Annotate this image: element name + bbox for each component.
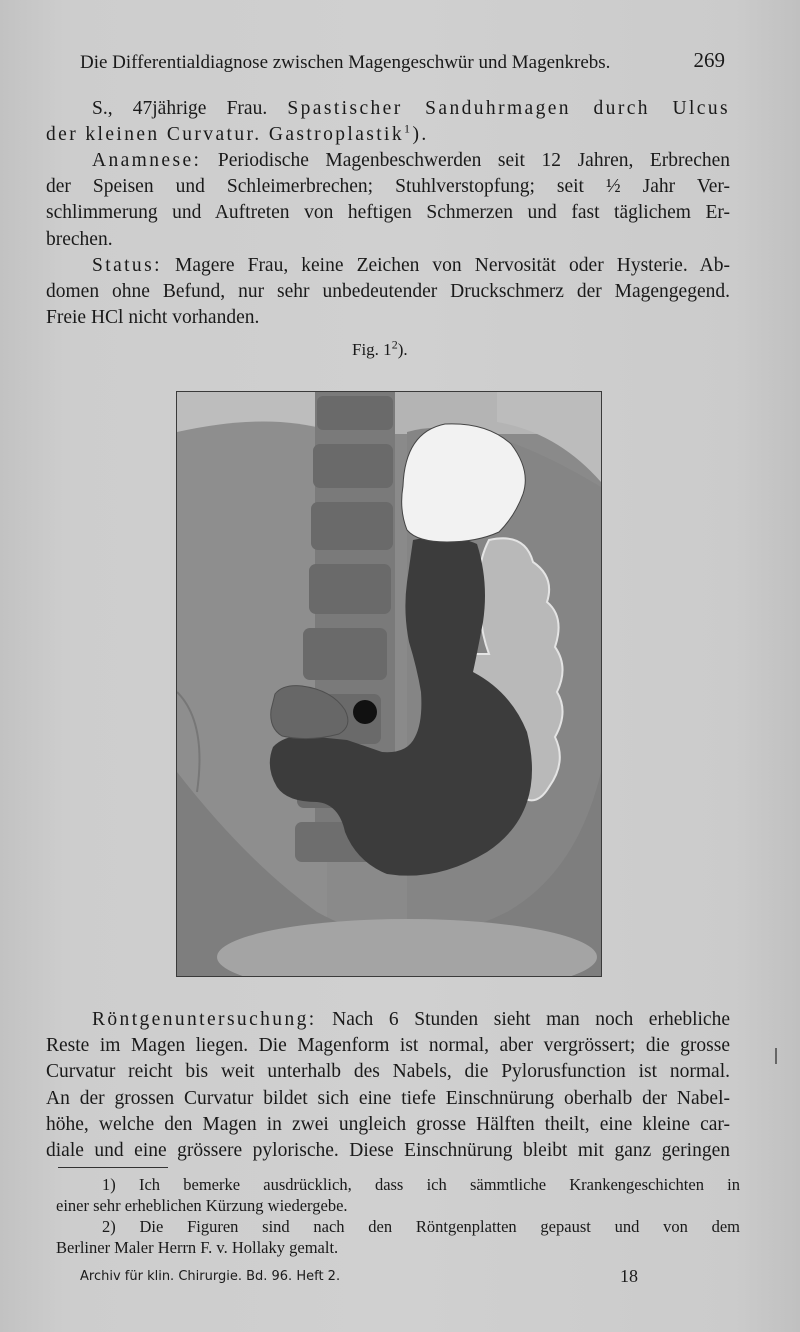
xray-figure bbox=[176, 391, 602, 977]
figure-caption: Fig. $1^2$). bbox=[352, 337, 408, 359]
status-line-3: Freie HCl nicht vorhanden. bbox=[46, 307, 260, 329]
footnote-rule bbox=[58, 1167, 168, 1168]
footnote-ref-1: 1 bbox=[404, 121, 413, 136]
case-diagnosis: Spastischer Sanduhrmagen durch Ulcus bbox=[287, 98, 730, 119]
margin-speck bbox=[775, 1048, 777, 1064]
footnote-1-line-2: einer sehr erheblichen Kürzung wiedergebe. bbox=[56, 1196, 348, 1215]
anamnese-label: Anamnese: bbox=[92, 150, 202, 171]
anamnese-line-2: der Speisen und Schleimerbrechen; Stuhlverstopfung; seit ½ Jahr Ver- bbox=[46, 176, 730, 198]
case-line-1 bbox=[46, 96, 730, 122]
roentgen-label: Röntgenuntersuchung: bbox=[92, 1009, 317, 1030]
footnote-1 bbox=[56, 1174, 740, 1216]
roentgen-line-1: Röntgenuntersuchung: Nach 6 Stunden sieht man noch erhebliche bbox=[92, 1009, 730, 1030]
status-paragraph bbox=[46, 253, 730, 332]
roentgen-line-3: Curvatur reicht bis weit unterhalb des Nabels, die Pylorusfunction ist normal. bbox=[46, 1061, 730, 1083]
footnote-2-line-1: 2) Die Figuren sind nach den Röntgenplatten gepaust und von dem bbox=[102, 1217, 740, 1236]
status-line-2: domen ohne Befund, nur sehr unbedeutender Druckschmerz der Magengegend. bbox=[46, 281, 730, 303]
roentgen-line-4: An der grossen Curvatur bildet sich eine tiefe Einschnürung oberhalb der Nabel- bbox=[46, 1087, 730, 1109]
page-header bbox=[80, 48, 725, 78]
roentgen-line-6: diale und eine grössere pylorische. Diese Einschnürung bleibt mit ganz geringen bbox=[46, 1140, 730, 1162]
roentgen-line-5: höhe, welche den Magen in zwei ungleich grosse Hälften theilt, eine kleine car- bbox=[46, 1113, 730, 1135]
case-operation: der kleinen Curvatur. Gastroplastik bbox=[46, 124, 405, 146]
case-patient: S., 47jährige Frau. bbox=[92, 98, 268, 119]
footnote-ref-2: 2 bbox=[391, 337, 398, 352]
anamnese-paragraph bbox=[46, 148, 730, 253]
page-number: 269 bbox=[693, 48, 725, 72]
case-line-2-end: ). bbox=[412, 124, 429, 146]
status-label: Status: bbox=[92, 255, 162, 276]
roentgen-paragraph bbox=[46, 1007, 730, 1164]
anamnese-line-4: brechen. bbox=[46, 228, 113, 250]
running-title: Die Differentialdiagnose zwischen Magengeschwür und Magenkrebs. bbox=[80, 52, 611, 73]
case-line-2 bbox=[46, 122, 730, 148]
footnote-1-line-1: 1) Ich bemerke ausdrücklich, dass ich sämmtliche Krankengeschichten in bbox=[102, 1175, 740, 1194]
footnote-2 bbox=[56, 1216, 740, 1258]
signature-mark: 18 bbox=[620, 1266, 638, 1286]
anamnese-line-1: Anamnese: Periodische Magenbeschwerden seit 12 Jahren, Erbrechen bbox=[92, 150, 731, 171]
footnote-2-line-2: Berliner Maler Herrn F. v. Hollaky gemalt. bbox=[56, 1238, 339, 1257]
status-line-1: Status: Magere Frau, keine Zeichen von Nervosität oder Hysterie. Ab- bbox=[92, 255, 731, 276]
journal-reference: Archiv für klin. Chirurgie. Bd. 96. Heft 2. bbox=[80, 1269, 341, 1284]
roentgen-line-2: Reste im Magen liegen. Die Magenform ist normal, aber vergrössert; die grosse bbox=[46, 1035, 730, 1057]
xray-illustration bbox=[177, 392, 601, 976]
case-heading bbox=[46, 96, 730, 148]
anamnese-line-3: schlimmerung und Auftreten von heftigen Schmerzen und fast täglichem Er- bbox=[46, 202, 730, 224]
ulcer-niche-spot bbox=[353, 700, 377, 724]
